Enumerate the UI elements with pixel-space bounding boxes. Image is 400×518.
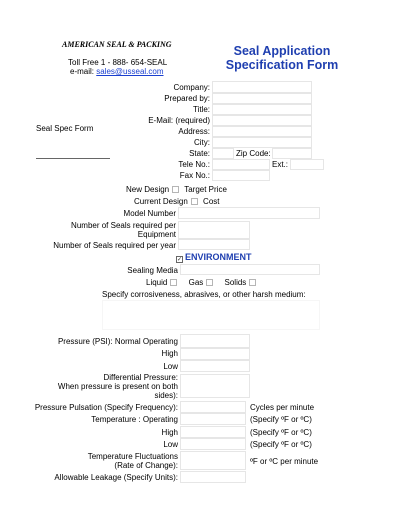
seals-per-equipment-field[interactable] [178, 221, 250, 239]
temperature-fluctuation-unit: ºF or ºC per minute [250, 457, 319, 466]
design-row-2 [134, 197, 220, 206]
pressure-low-label: Low [163, 362, 178, 371]
new-design-label: New Design [126, 185, 170, 194]
pressure-normal-label: Pressure (PSI): Normal Operating [57, 337, 178, 346]
current-design-checkbox[interactable] [191, 198, 198, 205]
temperature-high-label: High [161, 428, 178, 437]
design-row-1 [126, 185, 227, 194]
model-number-label: Model Number [123, 209, 176, 218]
solids-label: Solids [224, 278, 247, 287]
temperature-operating-label: Temperature : Operating [91, 415, 178, 424]
seals-per-year-label: Number of Seals required per year [53, 241, 176, 250]
email-required-label: E-Mail: (required) [148, 116, 210, 125]
title-label: Title: [192, 105, 210, 114]
seals-per-equipment-label-2: Equipment [137, 230, 176, 239]
cost-label: Cost [203, 197, 220, 206]
email-field[interactable] [212, 115, 312, 126]
environment-checkbox[interactable] [176, 256, 183, 263]
current-design-label: Current Design [134, 197, 188, 206]
fax-no-field[interactable] [212, 170, 270, 181]
email-line [70, 67, 164, 76]
new-design-checkbox[interactable] [172, 186, 179, 193]
city-label: City: [194, 138, 210, 147]
toll-free-number: Toll Free 1 - 888- 654-SEAL [68, 58, 168, 67]
pressure-high-field[interactable] [180, 348, 250, 360]
prepared-by-field[interactable] [212, 93, 312, 104]
sealing-media-label: Sealing Media [127, 266, 178, 275]
model-number-field[interactable] [178, 207, 320, 219]
city-field[interactable] [212, 137, 312, 148]
pressure-pulsation-field[interactable] [180, 401, 246, 413]
seals-per-equipment-label-1: Number of Seals required per [71, 221, 176, 230]
corrosiveness-field[interactable] [102, 300, 320, 330]
allowable-leakage-label: Allowable Leakage (Specify Units): [54, 473, 178, 482]
gas-checkbox[interactable] [206, 279, 213, 286]
company-label: Company: [173, 83, 210, 92]
target-price-label: Target Price [184, 185, 227, 194]
temperature-operating-unit: (Specify ºF or ºC) [250, 415, 312, 424]
company-field[interactable] [212, 81, 312, 93]
sealing-media-field[interactable] [180, 264, 320, 275]
liquid-checkbox[interactable] [170, 279, 177, 286]
differential-pressure-label-3: sides): [154, 391, 178, 400]
media-type-row [146, 278, 259, 287]
temperature-operating-field[interactable] [180, 413, 246, 425]
signature-rule [36, 158, 110, 159]
environment-heading [176, 253, 252, 263]
form-title-line2: Specification Form [225, 58, 339, 72]
address-field[interactable] [212, 126, 312, 137]
pressure-pulsation-label: Pressure Pulsation (Specify Frequency): [34, 403, 178, 412]
gas-label: Gas [188, 278, 204, 287]
cycles-per-minute-label: Cycles per minute [250, 403, 315, 412]
solids-checkbox[interactable] [249, 279, 256, 286]
temperature-fluctuation-label-1: Temperature Fluctuations [87, 452, 178, 461]
prepared-by-label: Prepared by: [164, 94, 210, 103]
tele-no-label: Tele No.: [178, 160, 210, 169]
temperature-low-unit: (Specify ºF or ºC) [250, 440, 312, 449]
email-label: e-mail: [70, 67, 95, 76]
corrosiveness-prompt: Specify corrosiveness, abrasives, or other harsh medium: [102, 290, 306, 299]
email-link[interactable]: sales@usseal.com [96, 67, 164, 76]
address-label: Address: [178, 127, 210, 136]
fax-no-label: Fax No.: [179, 171, 210, 180]
state-label: State: [189, 149, 210, 158]
pressure-high-label: High [161, 349, 178, 358]
temperature-high-field[interactable] [180, 426, 246, 438]
temperature-fluctuation-label-2: (Rate of Change): [114, 461, 178, 470]
seal-spec-form-label: Seal Spec Form [36, 124, 94, 133]
pressure-low-field[interactable] [180, 360, 250, 372]
company-name: AMERICAN SEAL & PACKING [62, 40, 172, 49]
differential-pressure-field[interactable] [180, 374, 250, 398]
differential-pressure-label-1: Differential Pressure: [103, 373, 178, 382]
temperature-low-field[interactable] [180, 438, 246, 450]
form-title-line1: Seal Application [233, 44, 331, 58]
liquid-label: Liquid [146, 278, 168, 287]
tele-no-field[interactable] [212, 159, 270, 170]
seals-per-year-field[interactable] [178, 239, 250, 250]
title-field[interactable] [212, 104, 312, 115]
ext-field[interactable] [290, 159, 324, 170]
temperature-fluctuation-field[interactable] [180, 451, 246, 470]
temperature-high-unit: (Specify ºF or ºC) [250, 428, 312, 437]
allowable-leakage-field[interactable] [180, 471, 246, 483]
environment-title: ENVIRONMENT [185, 252, 252, 262]
pressure-normal-field[interactable] [180, 334, 250, 348]
differential-pressure-label-2: When pressure is present on both [57, 382, 178, 391]
zip-code-label: Zip Code: [236, 149, 271, 158]
state-field[interactable] [212, 148, 234, 159]
temperature-low-label: Low [163, 440, 178, 449]
zip-code-field[interactable] [272, 148, 312, 159]
ext-label: Ext.: [272, 160, 289, 169]
